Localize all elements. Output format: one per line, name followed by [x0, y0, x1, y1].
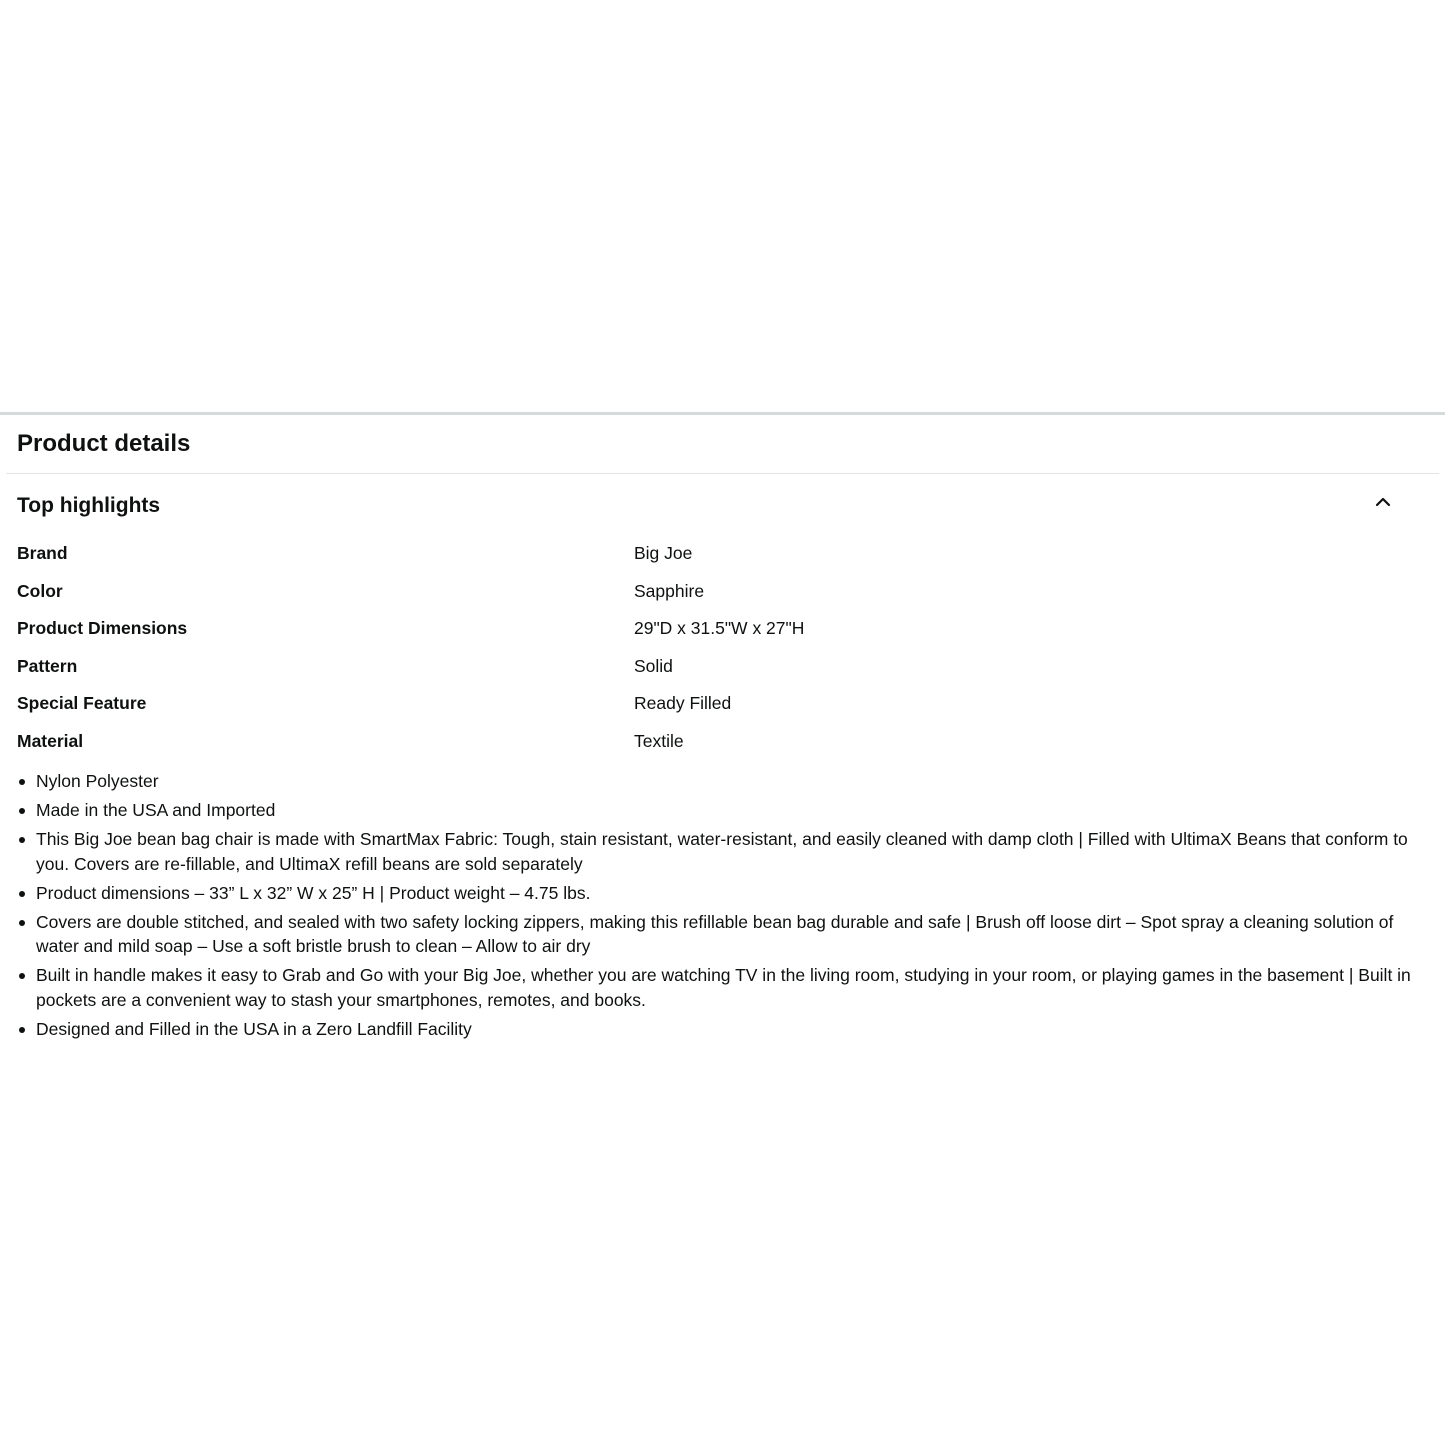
feature-bullet — [17, 827, 1432, 876]
feature-bullet — [17, 769, 1432, 794]
feature-bullet-text: Designed and Filled in the USA in a Zero Landfill Facility — [36, 1018, 472, 1039]
feature-bullet-text: Covers are double stitched, and sealed with two safety locking zippers, making this refillable bean bag durable and safe | Brush off loose dirt – Spot spray a cleaning solution of water and mild soap – Use a soft bristle brush to clean – Allow to air dry — [36, 911, 1394, 956]
attribute-key: Special Feature — [17, 693, 147, 713]
attribute-value: 29"D x 31.5"W x 27"H — [634, 618, 805, 638]
bullet-dot-icon — [19, 891, 25, 897]
feature-bullet-text: Made in the USA and Imported — [36, 800, 276, 820]
bullet-dot-icon — [19, 1027, 25, 1033]
bullet-dot-icon — [19, 837, 25, 843]
section-divider — [6, 473, 1439, 474]
chevron-up-icon[interactable] — [1372, 491, 1394, 513]
bullet-dot-icon — [19, 920, 25, 926]
feature-bullet — [17, 963, 1432, 1012]
attribute-row-brand — [17, 535, 1427, 573]
attribute-key: Product Dimensions — [17, 618, 188, 638]
attribute-row-pattern — [17, 648, 1427, 686]
attribute-key: Color — [17, 580, 63, 601]
top-highlights-title: Top highlights — [17, 494, 161, 517]
bullet-dot-icon — [19, 808, 25, 814]
attribute-row-special-feature — [17, 685, 1427, 723]
top-highlights-expander[interactable] — [0, 487, 1445, 527]
product-details-section — [0, 412, 1445, 1039]
attribute-row-material — [17, 723, 1427, 761]
attribute-value: Ready Filled — [634, 693, 732, 713]
feature-bullet-text: This Big Joe bean bag chair is made with SmartMax Fabric: Tough, stain resistant, water-resistant, and easily cleaned with damp cloth | Filled with UltimaX Beans that conform to you. Covers are re-fillable, and UltimaX refill beans are sold separately — [36, 829, 1408, 874]
feature-bullet — [17, 881, 1432, 906]
feature-bullet — [17, 1017, 1432, 1042]
feature-bullet — [17, 798, 1432, 823]
attribute-value: Solid — [634, 655, 673, 676]
attribute-key: Material — [17, 730, 84, 751]
attribute-value: Textile — [634, 730, 684, 751]
attribute-value: Big Joe — [634, 543, 693, 563]
attribute-key: Brand — [17, 543, 68, 563]
feature-bullet-text: Built in handle makes it easy to Grab and Go with your Big Joe, whether you are watching TV in the living room, studying in your room, or playing games in the basement | Built in pockets are a convenient way to stash your smartphones, remotes, and books. — [36, 965, 1411, 1010]
feature-bullet-text: Product dimensions – 33” L x 32” W x 25” H | Product weight – 4.75 lbs. — [36, 882, 591, 903]
attribute-value: Sapphire — [634, 580, 705, 601]
bullet-dot-icon — [19, 973, 25, 979]
attribute-row-dimensions — [17, 610, 1427, 648]
bullet-dot-icon — [19, 779, 25, 785]
feature-bullet — [17, 910, 1432, 959]
product-details-title: Product details — [17, 430, 191, 457]
feature-bullets-list — [17, 769, 1432, 1046]
attributes-table — [17, 535, 1427, 760]
feature-bullet-text: Nylon Polyester — [36, 771, 159, 791]
attribute-key: Pattern — [17, 655, 78, 676]
attribute-row-color — [17, 573, 1427, 611]
